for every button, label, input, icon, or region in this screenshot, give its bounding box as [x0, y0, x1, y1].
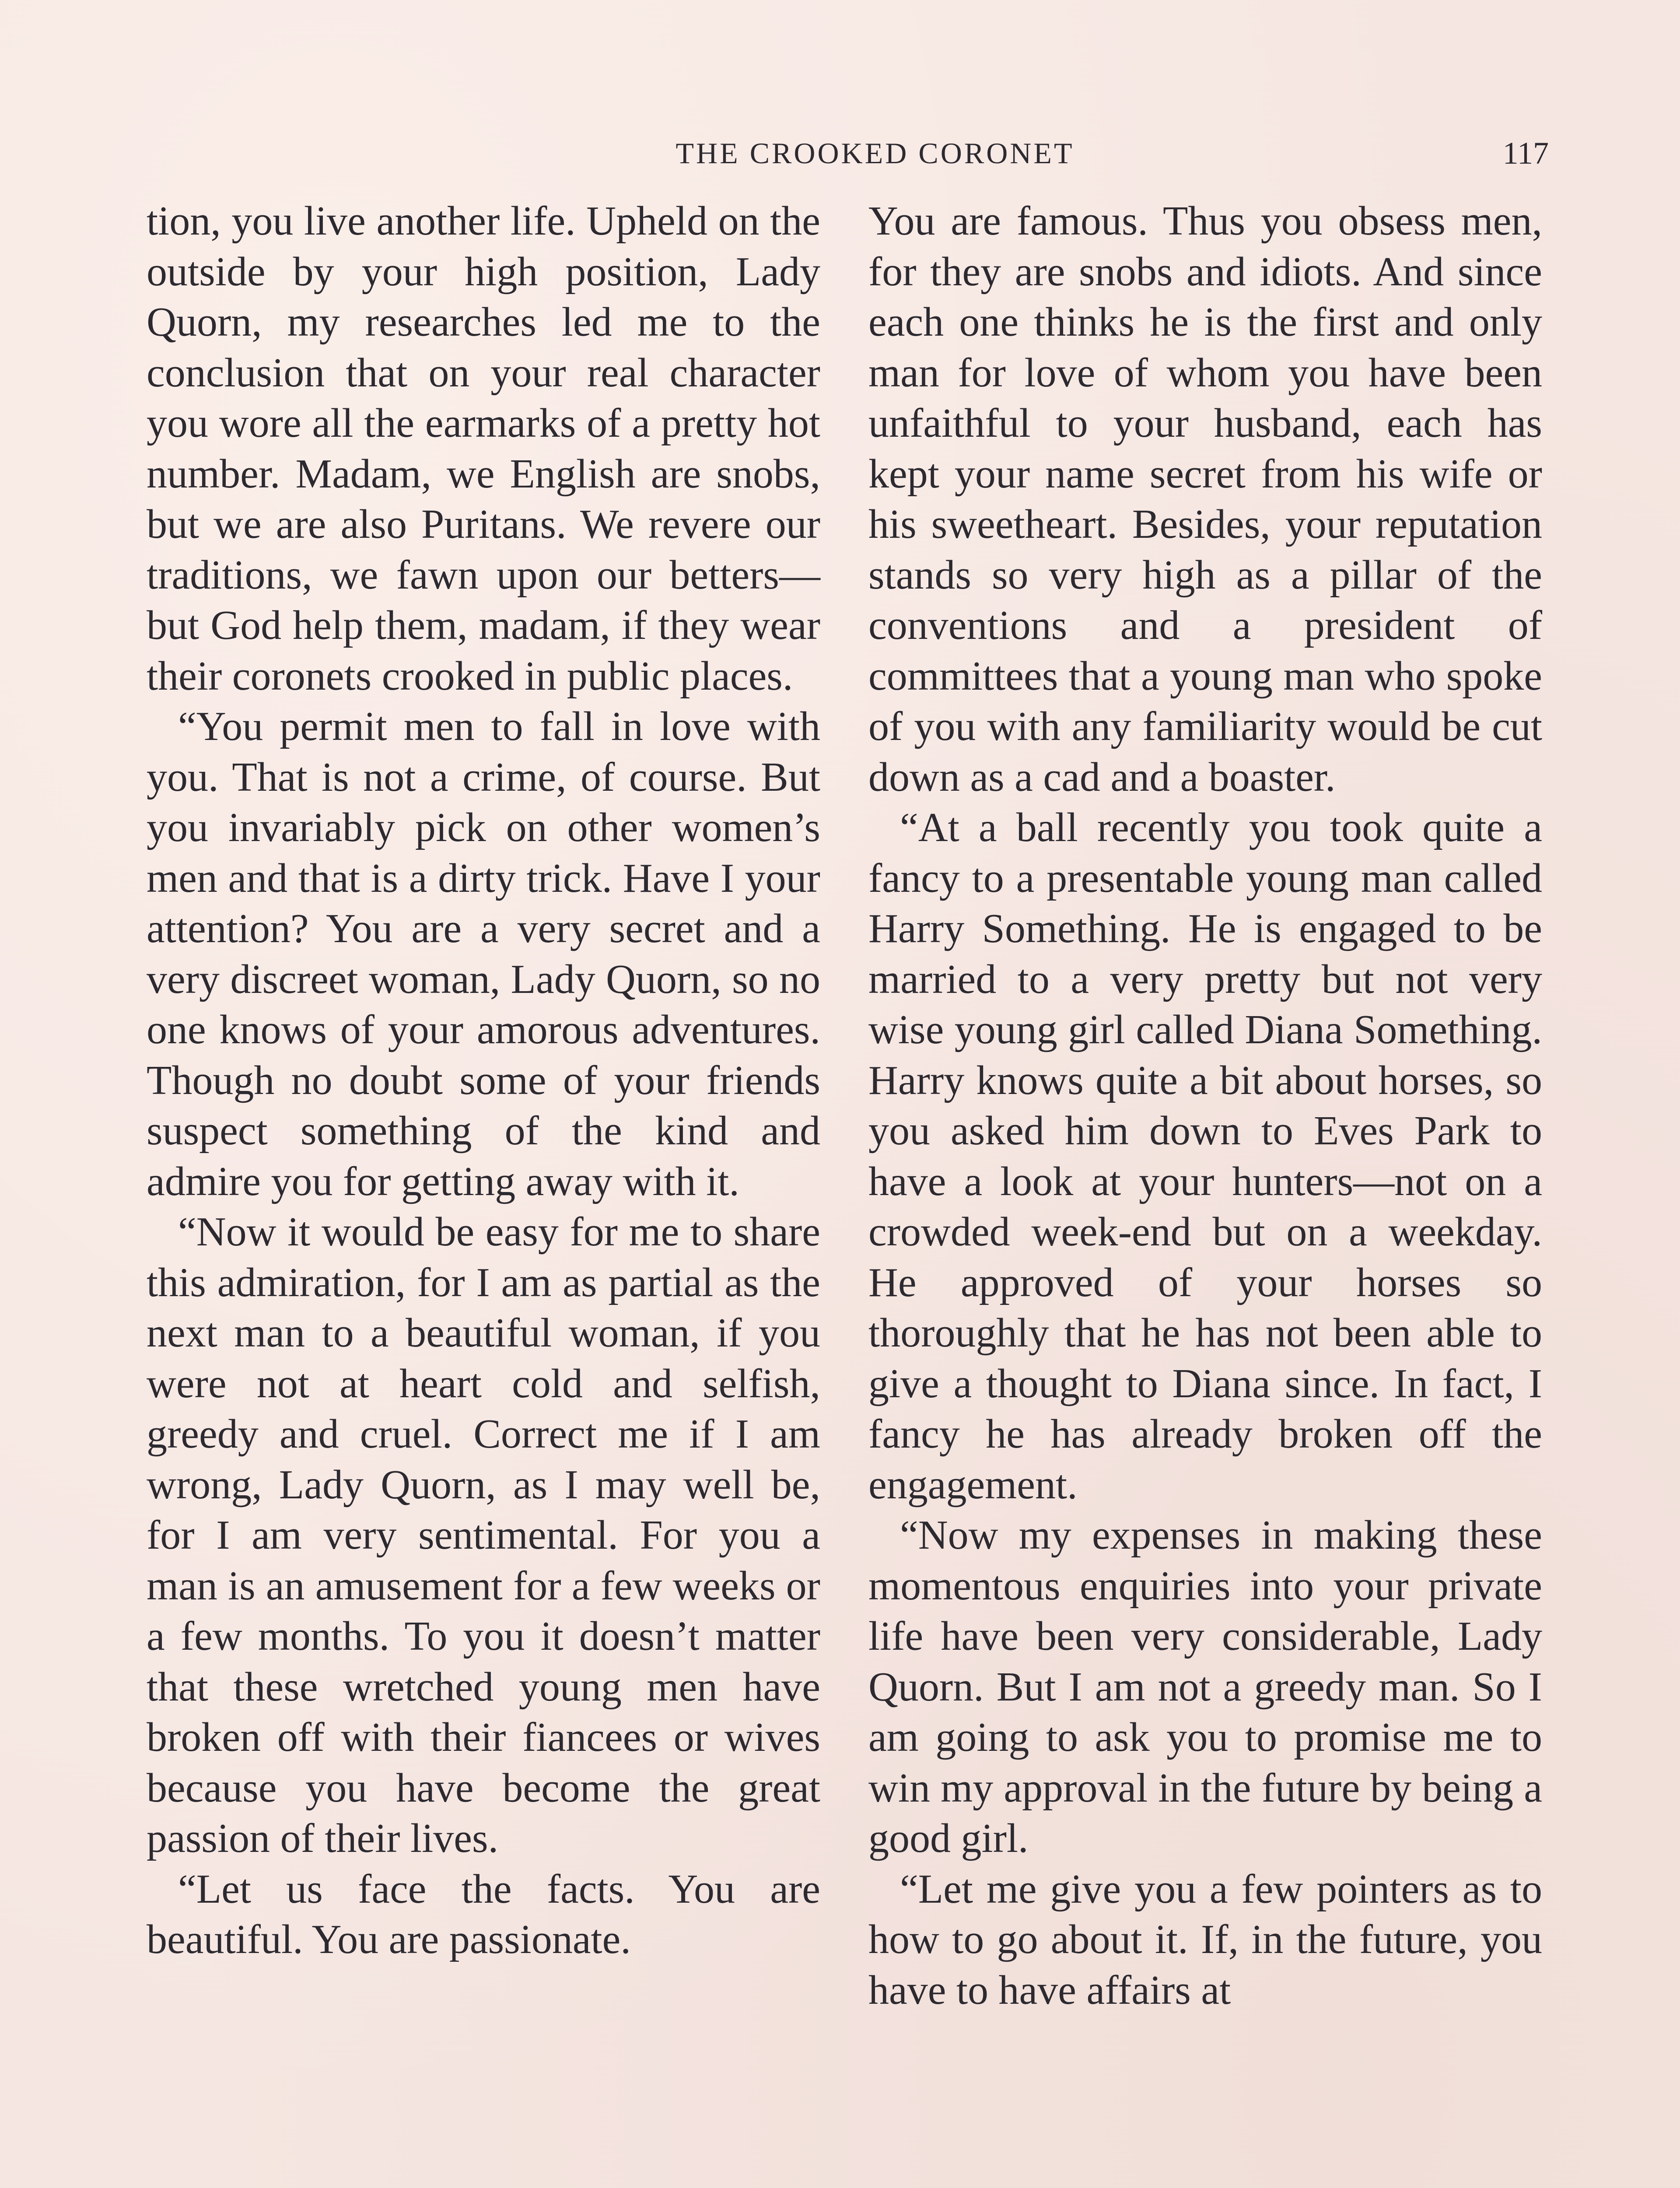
paragraph: tion, you live another life. Upheld on the outside by your high position, Lady Quorn, my researches led me to the conclusion that on your real character you wore all the earmarks of a pretty hot number. Madam, we English are snobs, but we are also Puritans. We revere our traditions, we fawn upon our betters—but God help them, madam, if they wear their coronets crooked in public places.: [147, 198, 820, 699]
paragraph: “Now it would be easy for me to share this admiration, for I am as partial as the next man to a beautiful woman, if you were not at heart cold and selfish, greedy and cruel. Correct me if I am wrong, Lady Quorn, as I may well be, for I am very sentimental. For you a man is an amusement for a few weeks or a few months. To you it doesn’t matter that these wretched young men have broken off with their fiancees or wives because you have become the great passion of their lives.: [147, 1209, 820, 1861]
running-title: THE CROOKED CORONET: [676, 137, 1074, 170]
paragraph: You are famous. Thus you obsess men, for they are snobs and idiots. And since each one thinks he is the first and only man for love of whom you have been unfaithful to your husband, each has kept your name secret from his wife or his sweetheart. Besides, your reputation stands so very high as a pillar of the conventions and a president of committees that a young man who spoke of you with any familiarity would be cut down as a cad and a boaster.: [868, 198, 1542, 800]
page-header: [131, 131, 1549, 175]
paragraph: “At a ball recently you took quite a fancy to a presentable young man called Harry Something. He is engaged to be married to a very pretty but not very wise young girl called Diana Something. Harry knows quite a bit about horses, so you asked him down to Eves Park to have a look at your hunters—not on a crowded week-end but on a weekday. He approved of your horses so thoroughly that he has not been able to give a thought to Diana since. In fact, I fancy he has already broken off the engagement.: [868, 805, 1542, 1508]
paragraph: “Let me give you a few pointers as to how to go about it. If, in the future, you have to have affairs at: [868, 1866, 1542, 2013]
right-column: [868, 196, 1542, 2016]
left-column: [147, 196, 820, 1965]
paragraph: “Let us face the facts. You are beautiful. You are passionate.: [147, 1866, 820, 1962]
paragraph: “Now my expenses in making these momentous enquiries into your private life have been very considerable, Lady Quorn. But I am not a greedy man. So I am going to ask you to promise me to win my approval in the future by being a good girl.: [868, 1512, 1542, 1861]
paragraph: “You permit men to fall in love with you. That is not a crime, of course. But you invariably pick on other women’s men and that is a dirty trick. Have I your attention? You are a very secret and a very discreet woman, Lady Quorn, so no one knows of your amorous adventures. Though no doubt some of your friends suspect something of the kind and admire you for getting away with it.: [147, 704, 820, 1204]
page-number: 117: [1502, 136, 1549, 171]
